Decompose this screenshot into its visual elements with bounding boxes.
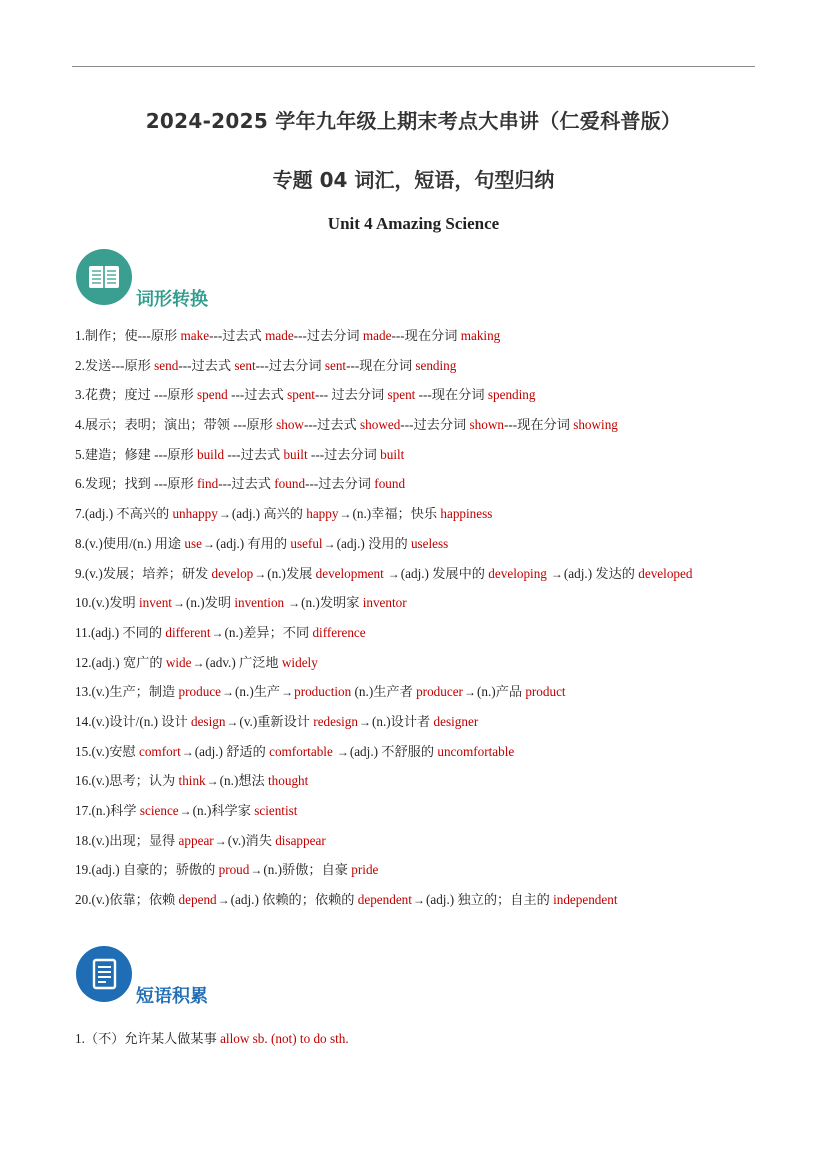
- prompt-text: 19.(adj.) 自豪的；骄傲的: [75, 862, 219, 878]
- answer-word: inventor: [362, 595, 407, 611]
- answer-word: redesign: [313, 713, 358, 729]
- prompt-text: 4.展示；表明；演出；带领 ---原形: [75, 417, 277, 433]
- prompt-text: ---过去式: [218, 476, 275, 492]
- answer-word: development: [315, 565, 384, 581]
- prompt-text: 16.(v.)思考；认为: [75, 773, 179, 789]
- prompt-text: (n.)生产者: [351, 684, 417, 700]
- answer-word: depend: [178, 892, 217, 908]
- prompt-text: 17.(n.)科学: [75, 803, 140, 818]
- arrow-icon: →: [547, 566, 563, 581]
- list-item: [75, 321, 775, 351]
- prompt-text: ---过去分词: [307, 446, 381, 462]
- answer-word: producer: [416, 684, 463, 700]
- answer-word: develop: [211, 565, 254, 581]
- prompt-text: 8.(v.)使用/(n.) 用途: [75, 535, 185, 551]
- answer-word: allow sb. (not) to do sth.: [220, 1031, 349, 1046]
- prompt-text: 1.制作；使---原形: [75, 328, 181, 343]
- arrow-icon: →: [285, 596, 301, 611]
- prompt-text: ---过去式: [227, 387, 288, 403]
- prompt-text: ---过去分词: [255, 357, 325, 373]
- answer-word: happiness: [440, 506, 493, 522]
- prompt-text: (adj.) 舒适的: [194, 743, 270, 759]
- prompt-text: 20.(v.)依靠；依赖: [75, 892, 179, 908]
- answer-word: useful: [290, 535, 323, 551]
- answer-word: production: [294, 684, 352, 700]
- list-item: [75, 588, 775, 618]
- answer-word: thought: [268, 773, 309, 789]
- answer-word: sent: [234, 357, 256, 373]
- list-item: [75, 559, 775, 589]
- answer-word: use: [184, 535, 202, 551]
- prompt-text: (n.)发展: [267, 565, 316, 581]
- prompt-text: (adv.) 广泛地: [205, 654, 282, 670]
- list-item: [75, 648, 775, 678]
- answer-word: make: [180, 328, 210, 343]
- prompt-text: (adj.) 不舒服的: [349, 743, 438, 759]
- answer-word: comfort: [138, 743, 181, 759]
- answer-word: design: [190, 713, 226, 729]
- answer-word: designer: [433, 713, 479, 729]
- section-header-phrases: [76, 946, 376, 1006]
- list-item: [75, 440, 775, 470]
- arrow-icon: →: [412, 893, 425, 908]
- prompt-text: (adj.) 没用的: [336, 535, 411, 551]
- prompt-text: ---现在分词: [391, 328, 461, 343]
- answer-word: found: [274, 476, 306, 492]
- arrow-icon: →: [218, 507, 231, 522]
- prompt-text: 11.(adj.) 不同的: [75, 624, 166, 640]
- arrow-icon: →: [172, 596, 185, 611]
- answer-word: spent: [387, 387, 416, 403]
- prompt-text: ---过去式: [224, 446, 284, 462]
- prompt-text: 6.发现；找到 ---原形: [75, 476, 197, 492]
- answer-word: unhappy: [172, 506, 218, 522]
- answer-word: shown: [469, 417, 504, 433]
- list-item: [75, 529, 775, 559]
- answer-word: wide: [165, 654, 192, 670]
- answer-word: appear: [178, 832, 214, 848]
- header-rule: [72, 66, 755, 67]
- answer-word: widely: [281, 654, 318, 670]
- answer-word: science: [139, 803, 179, 818]
- list-item: [75, 855, 775, 885]
- section-title-word-forms: 词形转换: [136, 289, 208, 310]
- answer-word: uncomfortable: [437, 743, 515, 759]
- prompt-text: 5.建造；修建 ---原形: [75, 446, 197, 462]
- prompt-text: (n.)生产: [235, 684, 281, 700]
- list-item: [75, 707, 775, 737]
- phrases-list: [75, 1024, 349, 1054]
- answer-word: found: [374, 476, 406, 492]
- answer-word: showed: [360, 417, 401, 433]
- answer-word: comfortable: [269, 743, 333, 759]
- prompt-text: ---过去式: [303, 417, 360, 433]
- answer-word: spending: [487, 387, 536, 403]
- list-item: [75, 826, 775, 856]
- list-item: [75, 469, 775, 499]
- prompt-text: ---过去式: [209, 328, 266, 343]
- list-item: [75, 885, 775, 915]
- answer-word: spent: [287, 387, 315, 403]
- answer-word: difference: [312, 624, 366, 640]
- prompt-text: (n.)科学家: [192, 803, 255, 818]
- answer-word: build: [196, 446, 225, 462]
- prompt-text: 10.(v.)发明: [75, 595, 139, 611]
- prompt-text: (n.)差异；不同: [224, 624, 313, 640]
- prompt-text: ---过去式: [178, 357, 235, 373]
- answer-word: made: [265, 328, 294, 343]
- prompt-text: 9.(v.)发展；培养；研发: [75, 565, 212, 581]
- arrow-icon: →: [358, 714, 371, 729]
- answer-word: dependent: [357, 892, 412, 908]
- section-title-phrases: 短语积累: [136, 986, 208, 1007]
- answer-word: showing: [573, 417, 618, 433]
- prompt-text: 15.(v.)安慰: [75, 743, 139, 759]
- answer-word: product: [525, 684, 566, 700]
- answer-word: send: [154, 357, 179, 373]
- prompt-text: (v.)消失: [227, 832, 276, 848]
- list-item: [75, 737, 775, 767]
- list-item: [75, 1024, 349, 1054]
- prompt-text: 13.(v.)生产；制造: [75, 684, 179, 700]
- answer-word: scientist: [254, 803, 298, 818]
- answer-word: pride: [351, 862, 379, 878]
- answer-word: developed: [638, 565, 693, 581]
- prompt-text: (adj.) 发达的: [563, 565, 639, 581]
- prompt-text: (n.)幸福；快乐: [352, 506, 441, 522]
- prompt-text: (adj.) 高兴的: [231, 506, 307, 522]
- list-item: [75, 410, 775, 440]
- arrow-icon: →: [214, 833, 227, 848]
- prompt-text: (n.)设计者: [371, 713, 434, 729]
- unit-title: Unit 4 Amazing Science: [327, 214, 500, 233]
- prompt-text: (n.)骄傲；自豪: [263, 862, 352, 878]
- answer-word: sent: [324, 357, 347, 373]
- arrow-icon: →: [181, 744, 194, 759]
- list-item: [75, 380, 775, 410]
- prompt-text: 14.(v.)设计/(n.) 设计: [75, 713, 191, 729]
- prompt-text: 3.花费；度过 ---原形: [75, 387, 197, 403]
- prompt-text: (n.)发明: [185, 595, 235, 611]
- arrow-icon: →: [211, 625, 224, 640]
- answer-word: happy: [306, 506, 339, 522]
- answer-word: sending: [415, 357, 457, 373]
- answer-word: produce: [178, 684, 222, 700]
- arrow-icon: →: [206, 774, 219, 789]
- prompt-text: (adj.) 发展中的: [400, 565, 489, 581]
- prompt-text: 2.发送---原形: [75, 357, 155, 373]
- arrow-icon: →: [281, 685, 294, 700]
- prompt-text: ---过去分词: [293, 328, 363, 343]
- list-item: [75, 677, 775, 707]
- prompt-text: ---现在分词: [346, 357, 416, 373]
- book-icon: [76, 249, 132, 305]
- arrow-icon: →: [339, 507, 352, 522]
- answer-word: invention: [234, 595, 285, 611]
- answer-word: find: [196, 476, 219, 492]
- prompt-text: 18.(v.)出现；显得: [75, 832, 179, 848]
- arrow-icon: →: [323, 536, 336, 551]
- answer-word: proud: [218, 862, 250, 878]
- page-subtitle: 专题 04 词汇，短语，句型归纳: [272, 168, 555, 192]
- arrow-icon: →: [463, 685, 476, 700]
- answer-word: show: [276, 417, 304, 433]
- arrow-icon: →: [226, 714, 239, 729]
- answer-word: making: [460, 328, 501, 343]
- prompt-text: (adj.) 依赖的；依赖的: [230, 892, 358, 908]
- word-forms-list: [75, 321, 775, 915]
- section-header-word-forms: [76, 249, 376, 309]
- answer-word: made: [362, 328, 392, 343]
- answer-word: useless: [410, 535, 449, 551]
- arrow-icon: →: [384, 566, 400, 581]
- prompt-text: 1.（不）允许某人做某事: [75, 1031, 221, 1046]
- list-item: [75, 499, 775, 529]
- document-icon: [76, 946, 132, 1002]
- prompt-text: 12.(adj.) 宽广的: [75, 654, 166, 670]
- arrow-icon: →: [254, 566, 267, 581]
- prompt-text: ---现在分词: [415, 387, 488, 403]
- list-item: [75, 351, 775, 381]
- prompt-text: (v.)重新设计: [239, 713, 314, 729]
- arrow-icon: →: [192, 655, 205, 670]
- prompt-text: 7.(adj.) 不高兴的: [75, 506, 173, 522]
- prompt-text: ---过去分词: [400, 417, 470, 433]
- answer-word: think: [178, 773, 206, 789]
- arrow-icon: →: [333, 744, 349, 759]
- prompt-text: (adj.) 有用的: [215, 535, 291, 551]
- arrow-icon: →: [217, 893, 230, 908]
- prompt-text: (adj.) 独立的；自主的: [425, 892, 554, 908]
- answer-word: invent: [138, 595, 172, 611]
- list-item: [75, 618, 775, 648]
- answer-word: independent: [553, 892, 618, 908]
- arrow-icon: →: [250, 863, 263, 878]
- arrow-icon: →: [202, 536, 215, 551]
- answer-word: developing: [488, 565, 547, 581]
- answer-word: disappear: [275, 832, 326, 848]
- page-title: 2024-2025 学年九年级上期末考点大串讲（仁爱科普版）: [145, 109, 682, 133]
- prompt-text: ---现在分词: [503, 417, 574, 433]
- list-item: [75, 766, 775, 796]
- answer-word: spend: [196, 387, 228, 403]
- answer-word: built: [283, 446, 308, 462]
- prompt-text: (n.)发明家: [301, 595, 363, 611]
- prompt-text: --- 过去分词: [314, 387, 388, 403]
- prompt-text: (n.)产品: [476, 684, 526, 700]
- prompt-text: ---过去分词: [305, 476, 375, 492]
- arrow-icon: →: [179, 804, 192, 818]
- list-item: [75, 796, 775, 826]
- answer-word: built: [380, 446, 405, 462]
- prompt-text: (n.)想法: [219, 773, 269, 789]
- arrow-icon: →: [222, 685, 235, 700]
- answer-word: different: [165, 624, 211, 640]
